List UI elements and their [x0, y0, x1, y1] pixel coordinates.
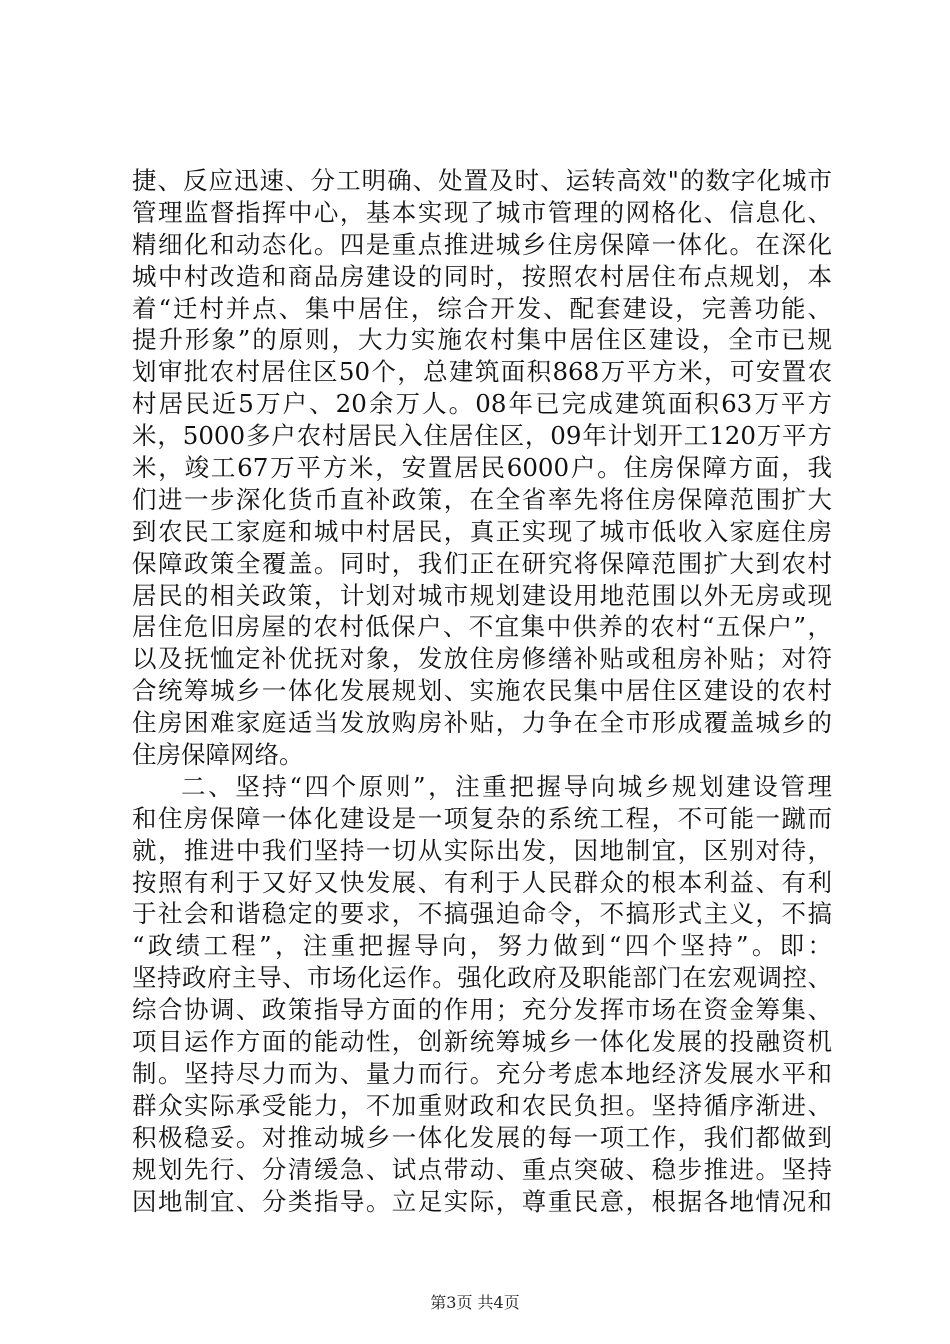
text-line: 村居民近5万户、20余万人。08年已完成建筑面积63万平方: [132, 389, 832, 419]
text-line: 坚持政府主导、市场化运作。强化政府及职能部门在宏观调控、: [132, 963, 832, 993]
text-line: 规划先行、分清缓急、试点带动、重点突破、稳步推进。坚持: [132, 1154, 832, 1184]
text-line: 提升形象”的原则，大力实施农村集中居住区建设，全市已规: [132, 325, 832, 355]
text-line: 着“迁村并点、集中居住，综合开发、配套建设，完善功能、: [132, 293, 832, 323]
text-line: 居住危旧房屋的农村低保户、不宜集中供养的农村“五保户”，: [132, 612, 832, 642]
body-text: [132, 165, 832, 1217]
text-line: 精细化和动态化。四是重点推进城乡住房保障一体化。在深化: [132, 229, 832, 259]
text-line: 积极稳妥。对推动城乡一体化发展的每一项工作，我们都做到: [132, 1122, 832, 1152]
text-line: 到农民工家庭和城中村居民，真正实现了城市低收入家庭住房: [132, 516, 832, 546]
text-line: 城中村改造和商品房建设的同时，按照农村居住布点规划，本: [132, 261, 832, 291]
text-line: 二、坚持“四个原则”，注重把握导向城乡规划建设管理: [181, 771, 832, 801]
page-number: 第3页 共4页: [430, 1293, 520, 1312]
text-line: 住房保障网络。: [132, 740, 304, 770]
text-line: 因地制宜、分类指导。立足实际，尊重民意，根据各地情况和: [132, 1186, 832, 1216]
text-line: 们进一步深化货币直补政策，在全省率先将住房保障范围扩大: [132, 484, 832, 514]
text-line: 和住房保障一体化建设是一项复杂的系统工程，不可能一蹴而: [132, 803, 832, 833]
text-line: 于社会和谐稳定的要求，不搞强迫命令，不搞形式主义，不搞: [132, 899, 832, 929]
text-line: “政绩工程”，注重把握导向，努力做到“四个坚持”。即：: [132, 931, 832, 961]
text-line: 以及抚恤定补优抚对象，发放住房修缮补贴或租房补贴；对符: [132, 644, 832, 674]
text-line: 住房困难家庭适当发放购房补贴，力争在全市形成覆盖城乡的: [132, 708, 832, 738]
text-line: 划审批农村居住区50个，总建筑面积868万平方米，可安置农: [132, 357, 832, 387]
text-line: 居民的相关政策，计划对城市规划建设用地范围以外无房或现: [132, 580, 832, 610]
text-line: 捷、反应迅速、分工明确、处置及时、运转高效"的数字化城市: [132, 166, 832, 195]
page-footer: [0, 1293, 950, 1313]
text-line: 管理监督指挥中心，基本实现了城市管理的网格化、信息化、: [132, 197, 832, 227]
text-line: 米，5000多户农村居民入住居住区，09年计划开工120万平方: [132, 421, 832, 451]
text-line: 就，推进中我们坚持一切从实际出发，因地制宜，区别对待，: [132, 835, 832, 865]
text-line: 综合协调、政策指导方面的作用；充分发挥市场在资金筹集、: [132, 995, 832, 1025]
text-line: 按照有利于又好又快发展、有利于人民群众的根本利益、有利: [132, 867, 832, 897]
text-line: 保障政策全覆盖。同时，我们正在研究将保障范围扩大到农村: [132, 548, 832, 578]
text-line: 合统筹城乡一体化发展规划、实施农民集中居住区建设的农村: [132, 676, 832, 706]
text-line: 群众实际承受能力，不加重财政和农民负担。坚持循序渐进、: [132, 1090, 832, 1120]
text-line: 制。坚持尽力而为、量力而行。充分考虑本地经济发展水平和: [132, 1058, 832, 1088]
text-line: 米，竣工67万平方米，安置居民6000户。住房保障方面，我: [132, 453, 832, 483]
text-line: 项目运作方面的能动性，创新统筹城乡一体化发展的投融资机: [132, 1027, 832, 1057]
